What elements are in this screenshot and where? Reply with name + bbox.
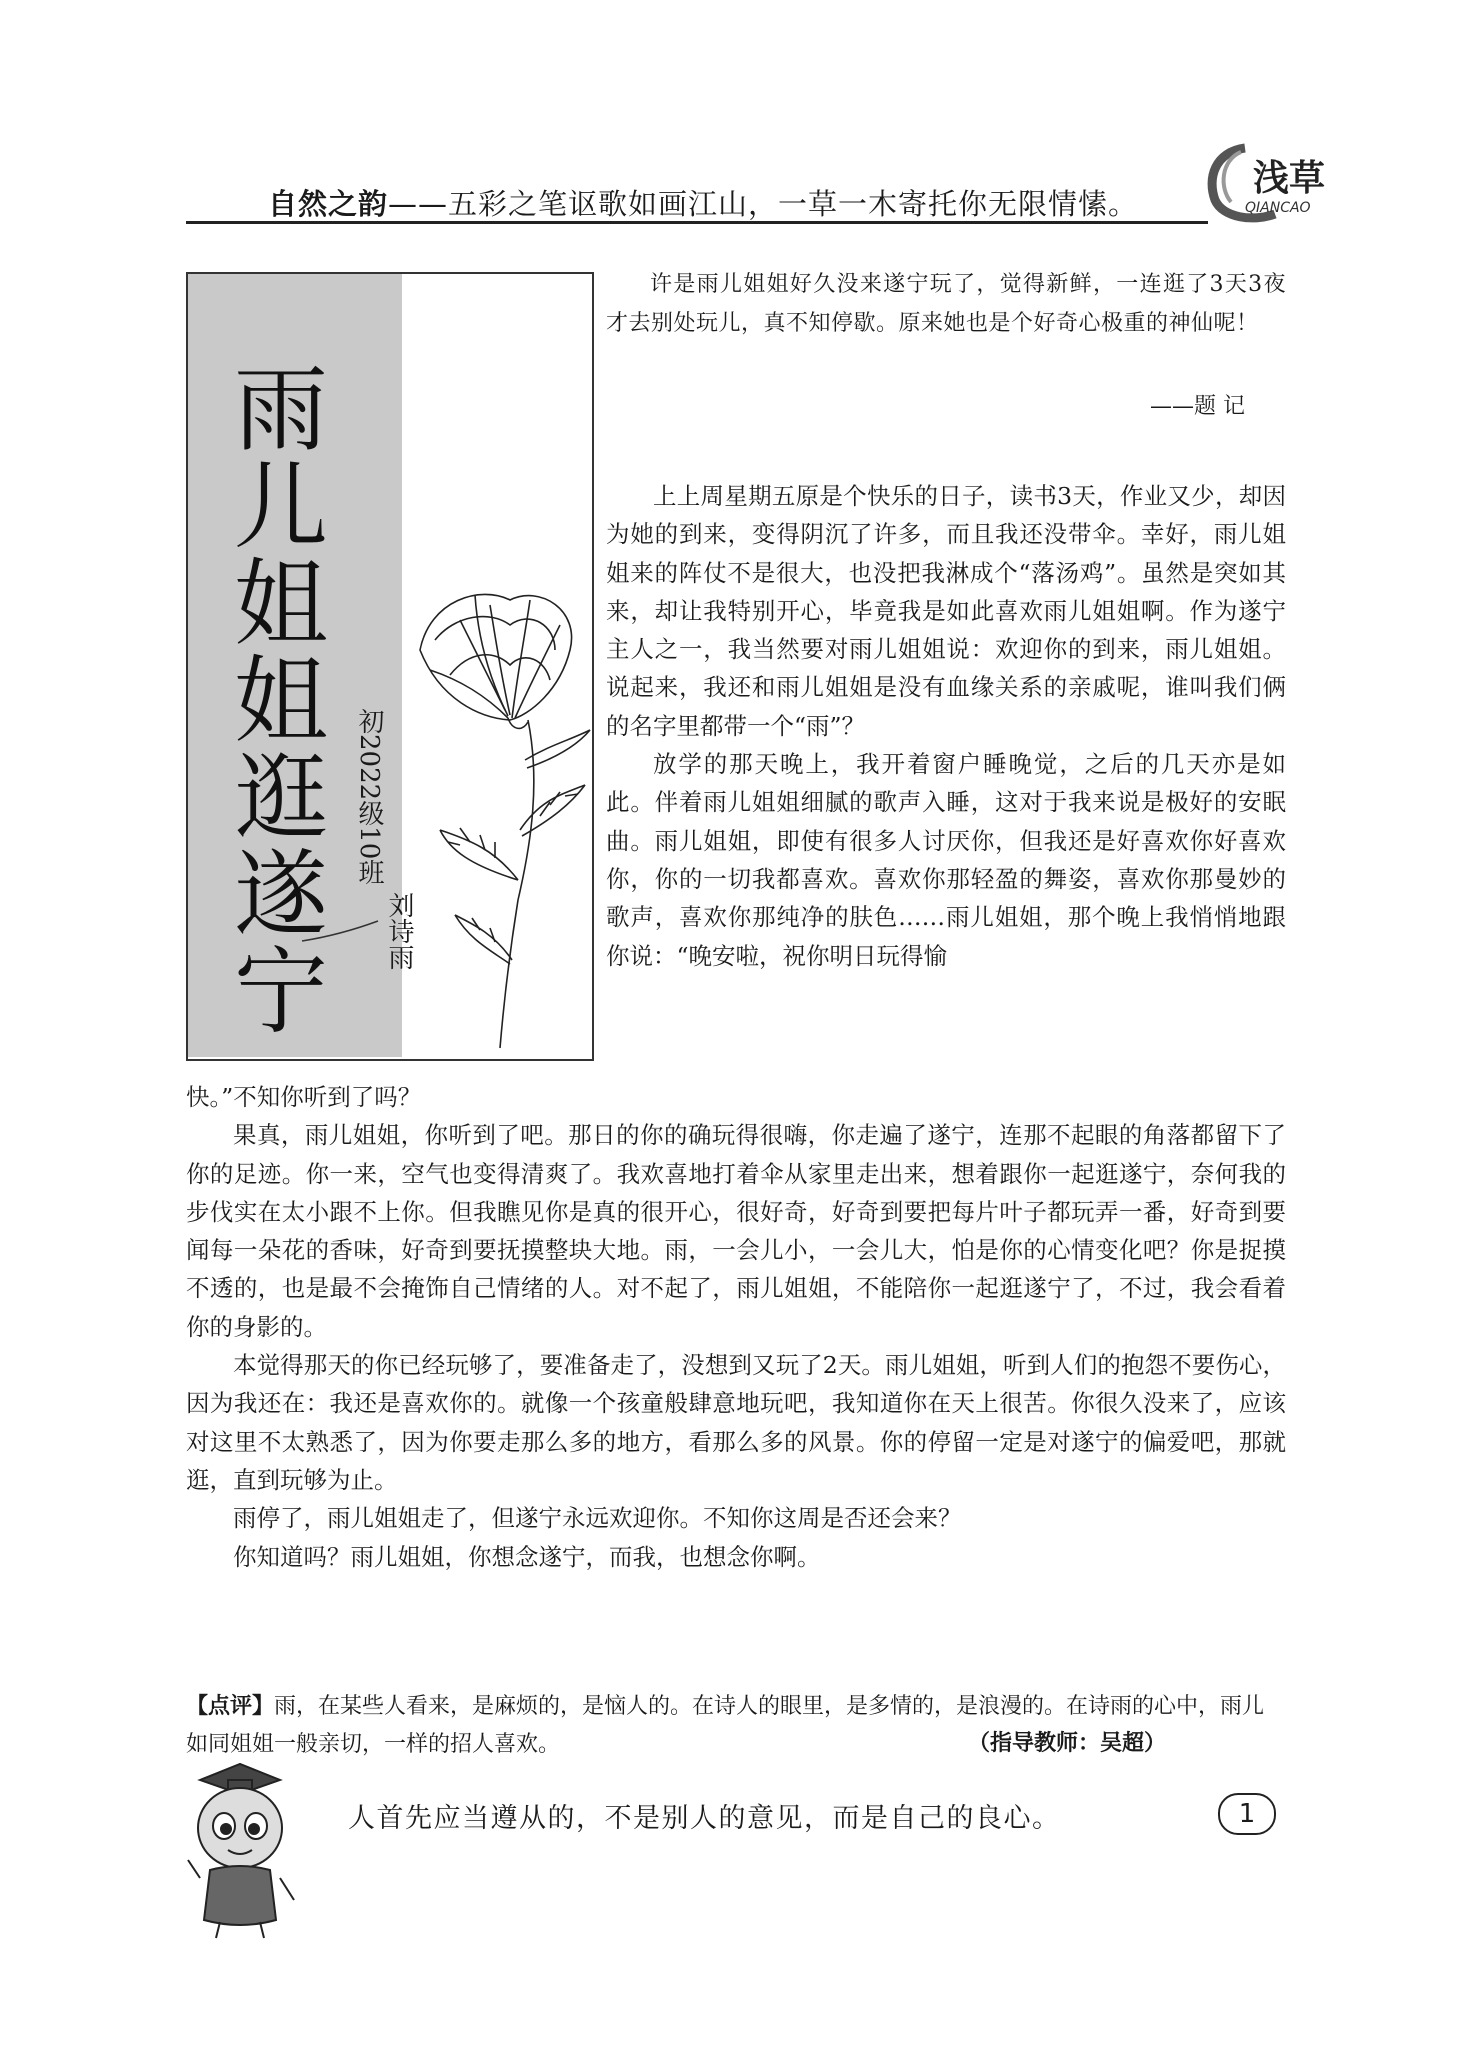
teacher-credit: （指导教师：吴超） <box>968 1731 1167 1756</box>
title-char: 姐 <box>233 550 328 659</box>
author-name: 刘诗雨 <box>384 892 414 970</box>
intro-signature: ——题 记 <box>1150 394 1245 419</box>
body-paragraph-4: 本觉得那天的你已经玩够了，要准备走了，没想到又玩了2天。雨儿姐姐，听到人们的抱怨不要伤心，因为我还在：我还是喜欢你的。就像一个孩童般肆意地玩吧，我知道你在天上很苦。你很久没来了，应该对这里不太熟悉了，因为你要走那么多的地方，看那么多的风景。你的停留一定是对遂宁的偏爱吧，那就逛，直到玩够为止。 <box>186 1351 1286 1494</box>
review-text: 雨，在某些人看来，是麻烦的，是恼人的。在诗人的眼里，是多情的，是浪漫的。在诗雨的心中，雨儿如同姐姐一般亲切，一样的招人喜欢。 <box>186 1694 1265 1757</box>
header-tagline-row <box>268 182 1138 223</box>
author-class: 初2022级10班 <box>354 708 384 886</box>
author-dash <box>300 915 380 945</box>
section-name: 自然之韵 <box>268 187 389 221</box>
page-number: 1 <box>1218 1793 1276 1835</box>
body-paragraph-2: 放学的那天晚上，我开着窗户睡晚觉，之后的几天亦是如此。伴着雨儿姐姐细腻的歌声入睡，这对于我来说是极好的安眠曲。雨儿姐姐，即使有很多人讨厌你，但我还是好喜欢你好喜欢你，你的一切我都喜欢。喜欢你那轻盈的舞姿，喜欢你那曼妙的歌声，喜欢你那纯净的肤色……雨儿姐姐，那个晚上我悄悄地跟你说：“晚安啦，祝你明日玩得愉 <box>606 750 1286 970</box>
title-char: 遂 <box>233 841 328 950</box>
body-paragraph-5: 雨停了，雨儿姐姐走了，但遂宁永远欢迎你。不知你这周是否还会来？ <box>233 1504 962 1533</box>
mascot-illustration <box>180 1750 300 1940</box>
body-paragraph-1: 上上周星期五原是个快乐的日子，读书3天，作业又少，却因为她的到来，变得阴沉了许多，而且我还没带伞。幸好，雨儿姐姐来的阵仗不是很大，也没把我淋成个“落汤鸡”。虽然是突如其来，却让我特别开心，毕竟我是如此喜欢雨儿姐姐啊。作为遂宁主人之一，我当然要对雨儿姐姐说：欢迎你的到来，雨儿姐姐。说起来，我还和雨儿姐姐是没有血缘关系的亲戚呢，谁叫我们俩的名字里都带一个“雨”？ <box>606 482 1286 740</box>
qiancao-logo <box>1205 138 1355 224</box>
title-char: 儿 <box>233 453 328 562</box>
section-tagline: ——五彩之笔讴歌如画江山，一草一木寄托你无限情愫。 <box>388 187 1139 221</box>
body-paragraph-3: 果真，雨儿姐姐，你听到了吧。那日的你的确玩得很嗨，你走遍了遂宁，连那不起眼的角落都留下了你的足迹。你一来，空气也变得清爽了。我欢喜地打着伞从家里走出来，想着跟你一起逛遂宁，奈何我的步伐实在太小跟不上你。但我瞧见你是真的很开心，很好奇，好奇到要把每片叶子都玩弄一番，好奇到要闻每一朵花的香味，好奇到要抚摸整块大地。雨，一会儿小，一会儿大，怕是你的心情变化吧？你是捉摸不透的，也是最不会掩饰自己情绪的人。对不起了，雨儿姐姐，不能陪你一起逛遂宁了，不过，我会看着你的身影的。 <box>186 1121 1286 1341</box>
title-char: 雨 <box>233 356 328 465</box>
title-char: 宁 <box>233 938 328 1047</box>
logo-en-text: QIANCAO <box>1245 200 1311 216</box>
intro-paragraph: 许是雨儿姐姐好久没来遂宁玩了，觉得新鲜，一连逛了3天3夜才去别处玩儿，真不知停歇。原来她也是个好奇心极重的神仙呢！ <box>606 272 1286 336</box>
flower-illustration <box>400 580 600 1050</box>
title-char: 姐 <box>233 647 328 756</box>
body-full-column <box>186 1078 1286 1576</box>
body-paragraph-6: 你知道吗？雨儿姐姐，你想念遂宁，而我，也想念你啊。 <box>233 1542 821 1571</box>
review-label: 【点评】 <box>186 1694 275 1719</box>
title-char: 逛 <box>233 744 328 853</box>
footer-quote: 人首先应当遵从的，不是别人的意见，而是自己的良心。 <box>348 1803 1061 1834</box>
body-paragraph-2-end: 快。”不知你听到了吗？ <box>186 1083 422 1111</box>
header-divider <box>186 221 1208 224</box>
logo-cn-text: 浅草 <box>1253 158 1326 199</box>
body-right-column <box>606 477 1286 975</box>
